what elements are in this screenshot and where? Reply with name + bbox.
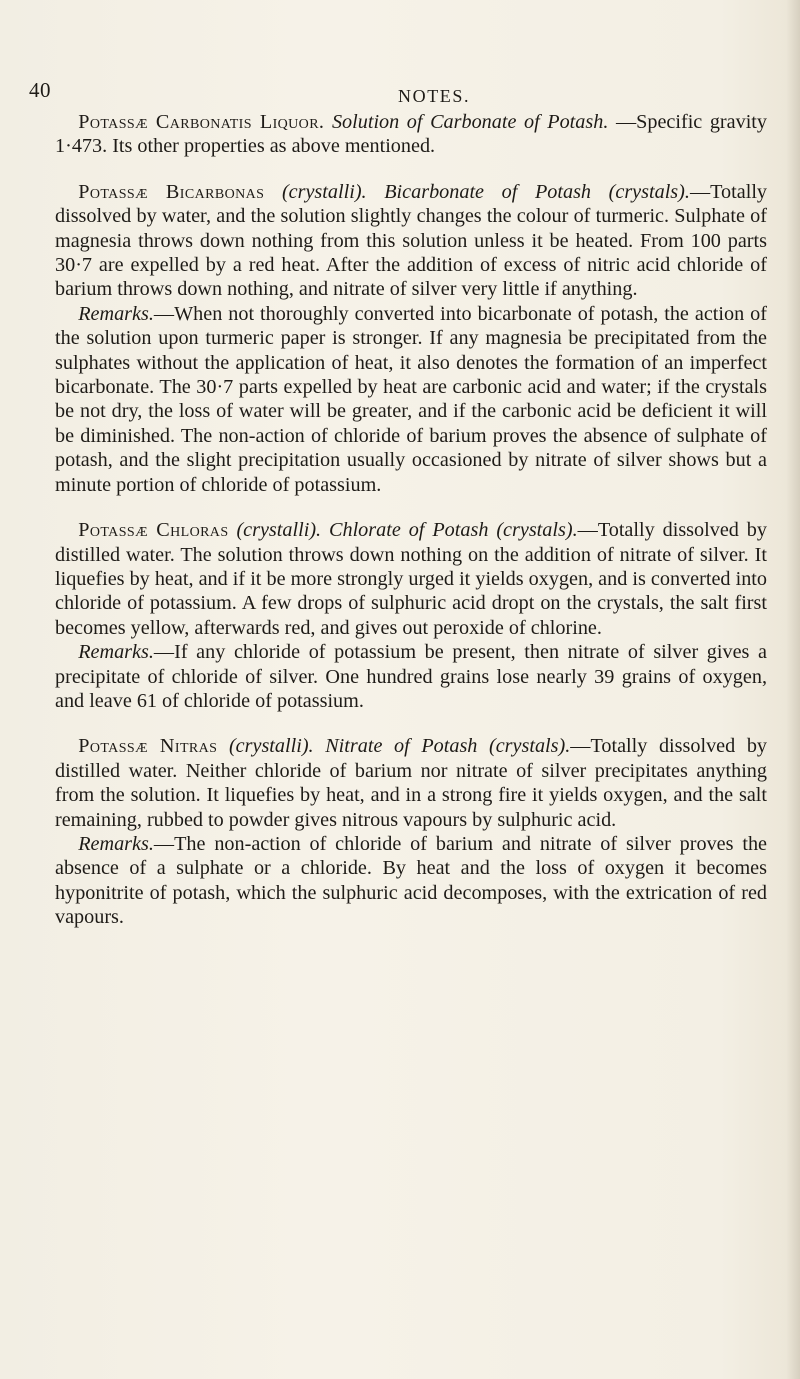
page-header — [0, 72, 800, 112]
entry-title-english: Bicarbonate of Potash (crystals). — [384, 180, 690, 203]
entry-paragraph — [55, 110, 767, 159]
entry-remarks — [55, 640, 767, 713]
entry-title-english: Solution of Carbonate of Potash. — [331, 111, 609, 133]
remarks-label: Remarks. — [78, 832, 154, 855]
entry-remarks — [55, 832, 767, 930]
entry-heading: Potassæ Bicarbonas — [78, 180, 265, 203]
remarks-text: —When not thoroughly converted into bicarbonate of potash, the action of the solution upon turmeric paper is stronger. If any magnesia be precipitated from the sulphates without the application of heat, it also denotes the formation of an imperfect bicarbonate. The 30·7 parts expelled by heat are carbonic acid and water; if the crystals be not dry, the loss of water will be greater, and if the carbonic acid be deficient it will be diminished. The non-action of chloride of barium proves the absence of sulphate of potash, and the slight precipitation usually occasioned by nitrate of silver shows but a minute portion of chloride of potassium. — [55, 302, 767, 496]
entry-potassae-nitras — [55, 734, 767, 929]
remarks-text: —The non-action of chloride of barium and nitrate of silver proves the absence of a sulphate or a chloride. By heat and the loss of oxygen it becomes hyponitrite of potash, which the sulphuric acid decomposes, with the extrication of red vapours. — [55, 832, 767, 929]
entry-remarks — [55, 302, 767, 497]
entry-body: —Totally dissolved by water, and the solution slightly changes the colour of turmeric. Sulphate of magnesia throws down nothing from this solution unless it be heated. From 100 parts 30·7 are expelled by a red heat. After the addition of excess of nitric acid chloride of barium throws down nothing, and nitrate of silver very little if anything. — [55, 180, 768, 301]
entry-potassae-bicarbonas — [55, 180, 767, 497]
entry-latin-paren: (crystalli). — [281, 180, 367, 203]
entry-title-english: Chlorate of Potash (crystals). — [329, 519, 578, 542]
entry-paragraph — [55, 180, 767, 302]
entry-body: —Totally dissolved by distilled water. Neither chloride of barium nor nitrate of silver precipitates anything from the solution. It liquefies by heat, and in a strong fire it yields oxygen, and the salt remaining, rubbed to powder gives nitrous vapours by sulphuric acid. — [55, 735, 768, 831]
entry-latin-paren: (crystalli). — [228, 735, 314, 758]
entry-body: —Specific gravity 1·473. Its other properties as above mentioned. — [55, 111, 768, 158]
entry-title-english: Nitrate of Potash (crystals). — [325, 735, 571, 758]
remarks-text: —If any chloride of potassium be present, then nitrate of silver gives a precipitate of chloride of silver. One hundred grains lose nearly 39 grains of oxygen, and leave 61 of chloride of potassium. — [55, 641, 767, 712]
page-edge-shadow — [786, 0, 800, 1379]
entry-paragraph — [55, 734, 767, 832]
entry-potassae-carbonatis-liquor — [55, 110, 767, 159]
page-number: 40 — [29, 78, 51, 102]
remarks-label: Remarks. — [78, 641, 154, 664]
entry-potassae-chloras — [55, 518, 767, 713]
entry-heading: Potassæ Chloras — [78, 519, 229, 542]
entry-body: —Totally dissolved by distilled water. The solution throws down nothing on the addition of nitrate of silver. It liquefies by heat, and if it be more strongly urged it yields oxygen, and is converted into chloride of potassium. A few drops of sulphuric acid dropt on the crystals, the salt first becomes yellow, afterwards red, and gives out peroxide of chlorine. — [55, 519, 767, 639]
running-head: NOTES. — [398, 86, 471, 106]
entry-latin-paren: (crystalli). — [236, 519, 322, 542]
entry-heading: Potassæ Nitras — [78, 735, 218, 758]
entry-heading: Potassæ Carbonatis Liquor. — [78, 111, 325, 133]
entry-paragraph — [55, 518, 767, 640]
remarks-label: Remarks. — [78, 302, 154, 325]
page-content — [55, 110, 767, 951]
